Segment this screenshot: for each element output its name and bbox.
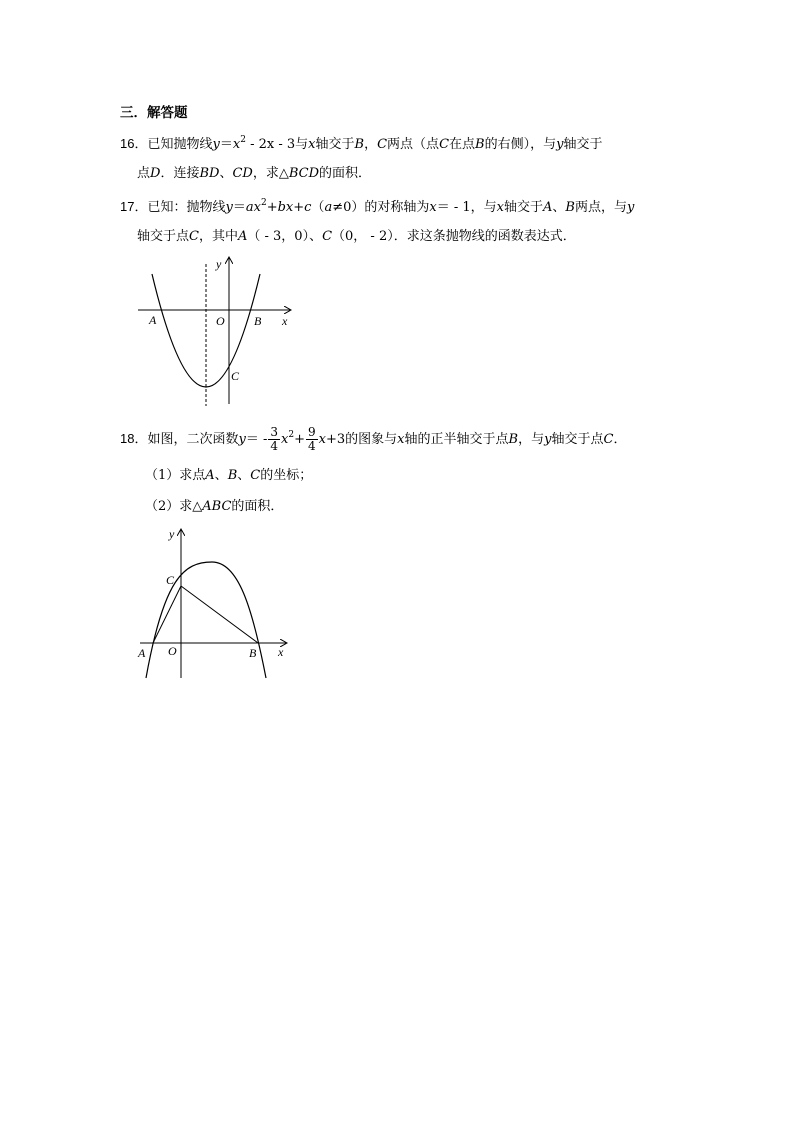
text: ．连接 bbox=[160, 166, 200, 181]
label-x: x bbox=[282, 314, 288, 328]
text: - 2x - 3 bbox=[245, 137, 296, 152]
segment-AC bbox=[153, 586, 181, 643]
var: x bbox=[496, 200, 504, 215]
segment-CB bbox=[181, 586, 258, 643]
var: x bbox=[429, 200, 437, 215]
var: C bbox=[439, 137, 450, 152]
text: （0， - 2）．求这条抛物线的函数表达式． bbox=[332, 229, 576, 244]
text: 轴交于 bbox=[504, 200, 544, 215]
text: ． bbox=[613, 432, 627, 447]
text: 、 bbox=[552, 200, 566, 215]
text: 的面积． bbox=[319, 166, 372, 181]
q17-number: 17． bbox=[120, 199, 148, 214]
var: ax bbox=[245, 200, 261, 215]
text: 、 bbox=[237, 468, 251, 483]
var: y bbox=[544, 432, 552, 447]
exponent: 2 bbox=[240, 135, 246, 145]
section-title: 三．解答题 bbox=[120, 105, 188, 121]
var: CD bbox=[232, 166, 253, 181]
var: C bbox=[377, 137, 388, 152]
text: 的图象与 bbox=[345, 432, 398, 447]
var: BD bbox=[199, 166, 220, 181]
var: x bbox=[397, 432, 405, 447]
text: ＝ bbox=[232, 200, 246, 215]
text: 已知抛物线 bbox=[147, 137, 213, 152]
q17-line2 bbox=[137, 227, 576, 247]
text: 已知：抛物线 bbox=[147, 200, 226, 215]
fraction-3-4 bbox=[268, 426, 280, 453]
q16-number: 16． bbox=[120, 136, 148, 151]
text: （ bbox=[311, 200, 325, 215]
numerator: 9 bbox=[308, 425, 316, 439]
text: 轴交于 bbox=[315, 137, 355, 152]
label-B: B bbox=[249, 646, 257, 660]
exponent: 2 bbox=[288, 430, 295, 440]
text: 如图，二次函数 bbox=[147, 432, 239, 447]
var: y bbox=[238, 432, 246, 447]
var: D bbox=[150, 166, 161, 181]
text: 轴交于 bbox=[563, 137, 603, 152]
q18-number: 18． bbox=[120, 431, 148, 446]
text: ， bbox=[364, 137, 378, 152]
var: a bbox=[324, 200, 333, 215]
label-A: A bbox=[138, 646, 146, 660]
var: C bbox=[603, 432, 614, 447]
label-x: x bbox=[278, 645, 284, 659]
text: 两点，与 bbox=[574, 200, 627, 215]
label-B: B bbox=[254, 314, 262, 328]
text: 在点 bbox=[449, 137, 476, 152]
var: x bbox=[318, 432, 326, 447]
var: B bbox=[354, 137, 365, 152]
var: A bbox=[205, 468, 215, 483]
text: 轴的正半轴交于点 bbox=[404, 432, 509, 447]
var: B bbox=[508, 432, 519, 447]
var: B bbox=[565, 200, 575, 215]
q17-figure bbox=[130, 254, 300, 410]
var: +bx+c bbox=[266, 200, 312, 215]
var: y bbox=[212, 137, 220, 152]
label-O: O bbox=[168, 644, 177, 658]
denominator: 4 bbox=[270, 439, 279, 453]
text: 点 bbox=[137, 166, 151, 181]
text: 的坐标； bbox=[260, 468, 313, 483]
q18-line1 bbox=[120, 426, 626, 453]
q18-part2 bbox=[145, 497, 283, 517]
text: 轴交于点 bbox=[137, 229, 190, 244]
text: +3 bbox=[325, 432, 346, 447]
label-A: A bbox=[149, 313, 157, 327]
q18-part1 bbox=[145, 466, 312, 486]
var: A bbox=[543, 200, 553, 215]
text: ，其中 bbox=[198, 229, 238, 244]
text: 两点（点 bbox=[387, 137, 440, 152]
text: ＝ - bbox=[245, 432, 268, 447]
text: ≠0）的对称轴为 bbox=[332, 200, 430, 215]
var: B bbox=[227, 468, 238, 483]
text: （2）求△ bbox=[145, 499, 203, 514]
text: ，求△ bbox=[252, 166, 289, 181]
label-O: O bbox=[216, 314, 225, 328]
q16-line2 bbox=[137, 164, 371, 184]
q18-figure bbox=[134, 526, 296, 682]
var: x bbox=[281, 432, 289, 447]
label-C: C bbox=[166, 573, 175, 587]
text: 的面积． bbox=[231, 499, 284, 514]
var: y bbox=[225, 200, 233, 215]
q16-line1 bbox=[120, 134, 602, 155]
var: C bbox=[322, 229, 333, 244]
label-y: y bbox=[169, 527, 175, 541]
label-C: C bbox=[231, 369, 240, 383]
var: ABC bbox=[202, 499, 232, 514]
denominator: 4 bbox=[308, 439, 316, 453]
text: 的右侧），与 bbox=[484, 137, 557, 152]
var: B bbox=[475, 137, 485, 152]
var: y bbox=[556, 137, 564, 152]
text: 轴交于点 bbox=[551, 432, 604, 447]
var: x bbox=[308, 137, 316, 152]
numerator: 3 bbox=[270, 425, 279, 439]
text: ，与 bbox=[518, 432, 545, 447]
var: A bbox=[237, 229, 248, 244]
text: 、 bbox=[214, 468, 228, 483]
exponent: 2 bbox=[260, 198, 267, 208]
label-y: y bbox=[216, 257, 222, 271]
var: x bbox=[232, 137, 241, 152]
fraction-9-4 bbox=[306, 426, 318, 453]
text: （ - 3，0）、 bbox=[247, 229, 323, 244]
text: 、 bbox=[219, 166, 233, 181]
text: + bbox=[294, 432, 305, 447]
var: BCD bbox=[288, 166, 320, 181]
var: C bbox=[189, 229, 199, 244]
text: ＝ - 1，与 bbox=[436, 200, 497, 215]
var: y bbox=[627, 200, 635, 215]
text: 与 bbox=[295, 137, 309, 152]
var: C bbox=[250, 468, 261, 483]
text: ＝ bbox=[219, 137, 233, 152]
text: （1）求点 bbox=[145, 468, 206, 483]
q17-line1 bbox=[120, 197, 634, 218]
